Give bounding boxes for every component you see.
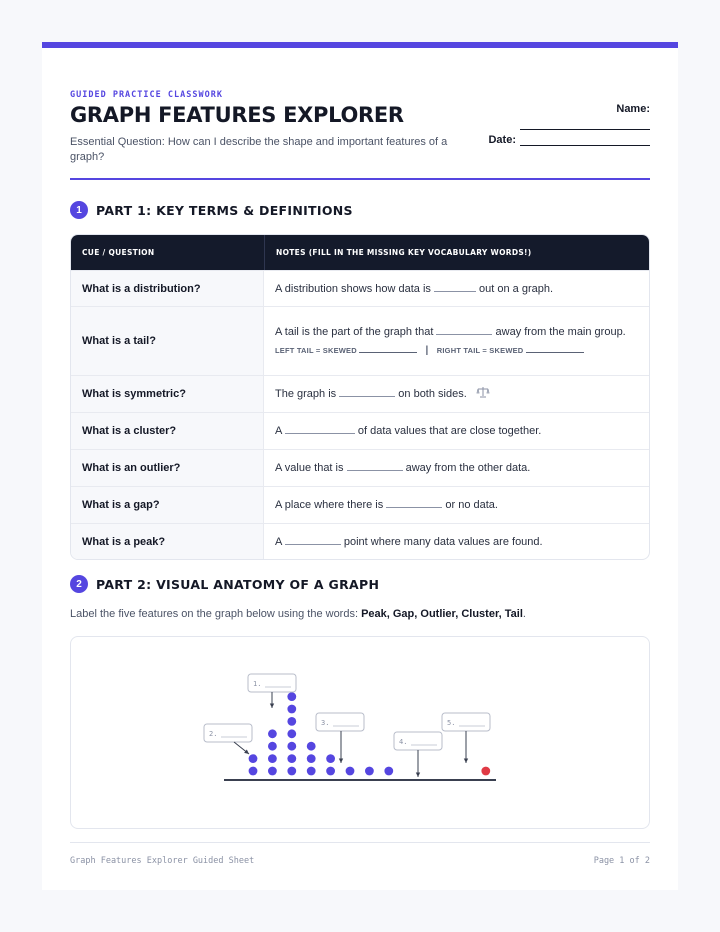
feature-label-box[interactable] bbox=[316, 713, 364, 731]
note-text: on both sides. bbox=[398, 387, 467, 400]
feature-label-number: 5. bbox=[447, 719, 456, 727]
date-line[interactable] bbox=[520, 133, 650, 146]
col-cue-header: CUE / QUESTION bbox=[82, 248, 155, 257]
data-dot bbox=[287, 742, 296, 751]
arrow-head bbox=[339, 758, 343, 763]
left-tail-label: LEFT TAIL = SKEWED bbox=[275, 345, 357, 355]
feature-label-box[interactable] bbox=[442, 713, 490, 731]
outlier-dot bbox=[481, 767, 490, 776]
note-cell bbox=[264, 307, 649, 375]
note-text: point where many data values are found. bbox=[343, 535, 543, 548]
data-dot bbox=[287, 692, 296, 701]
note-text: A value that is bbox=[275, 462, 344, 474]
col-notes-header: NOTES (FILL IN THE MISSING KEY VOCABULARY WORDS!) bbox=[264, 235, 649, 270]
worksheet-kicker: GUIDED PRACTICE CLASSWORK bbox=[70, 90, 223, 100]
cue-cell: What is a cluster? bbox=[71, 413, 264, 449]
tail-separator: | bbox=[425, 344, 429, 356]
dot-plot-panel bbox=[70, 636, 650, 829]
table-header bbox=[71, 235, 649, 270]
blank-line[interactable] bbox=[386, 498, 442, 508]
note-text: The graph is bbox=[275, 387, 337, 400]
footer-page-number: Page 1 of 2 bbox=[593, 856, 650, 866]
essential-question: Essential Question: How can I describe the shape and important features of a graph? bbox=[70, 136, 448, 163]
data-dot bbox=[384, 767, 393, 776]
instruction-text: Label the five features on the graph below using the words: bbox=[70, 608, 362, 620]
cue-cell: What is a gap? bbox=[71, 487, 264, 523]
note-text: or no data. bbox=[445, 499, 498, 511]
part1-heading bbox=[70, 201, 353, 219]
table-row bbox=[71, 270, 649, 306]
date-label: Date: bbox=[488, 134, 516, 146]
data-dot bbox=[287, 767, 296, 776]
right-tail-label: RIGHT TAIL = SKEWED bbox=[436, 345, 524, 355]
data-dot bbox=[249, 754, 258, 763]
blank-line[interactable] bbox=[347, 461, 403, 471]
data-dot bbox=[268, 754, 277, 763]
note-cell bbox=[264, 271, 649, 306]
table-row bbox=[71, 375, 649, 412]
name-label: Name: bbox=[616, 103, 650, 115]
feature-label-number: 4. bbox=[399, 738, 408, 746]
table-row bbox=[71, 486, 649, 523]
footer-title: Graph Features Explorer Guided Sheet bbox=[70, 856, 255, 866]
note-text: away from the main group. bbox=[495, 325, 626, 338]
feature-label-box[interactable] bbox=[394, 732, 442, 750]
key-terms-table bbox=[70, 234, 650, 560]
cue-cell: What is a distribution? bbox=[71, 271, 264, 306]
note-cell bbox=[264, 487, 649, 523]
blank-line[interactable] bbox=[434, 282, 476, 292]
data-dot bbox=[307, 767, 316, 776]
instruction-end: . bbox=[522, 608, 526, 620]
header-divider bbox=[70, 178, 650, 180]
note-text: out on a graph. bbox=[479, 282, 554, 295]
date-field[interactable] bbox=[488, 133, 650, 146]
note-text: A distribution shows how data is bbox=[275, 282, 431, 295]
note-cell bbox=[264, 413, 649, 449]
left-tail-blank[interactable] bbox=[359, 352, 417, 353]
part1-number-badge: 1 bbox=[70, 201, 88, 219]
blank-line[interactable] bbox=[285, 424, 355, 434]
data-dot bbox=[326, 754, 335, 763]
data-dot bbox=[307, 742, 316, 751]
data-dot bbox=[268, 767, 277, 776]
name-field[interactable] bbox=[490, 99, 650, 130]
arrow-head bbox=[416, 772, 420, 777]
note-text: A bbox=[275, 425, 282, 437]
footer-divider bbox=[70, 842, 650, 843]
note-text: A place where there is bbox=[275, 499, 384, 511]
cue-cell: What is a peak? bbox=[71, 524, 264, 559]
table-row bbox=[71, 412, 649, 449]
part2-instruction bbox=[70, 608, 526, 620]
part1-title: PART 1: KEY TERMS & DEFINITIONS bbox=[96, 202, 353, 218]
arrow-head bbox=[270, 703, 274, 708]
right-tail-blank[interactable] bbox=[526, 352, 584, 353]
cue-cell: What is a tail? bbox=[71, 307, 264, 375]
balance-scale-icon bbox=[476, 386, 490, 402]
cue-cell: What is an outlier? bbox=[71, 450, 264, 486]
arrow-head bbox=[464, 758, 468, 763]
data-dot bbox=[268, 729, 277, 738]
instruction-words: Peak, Gap, Outlier, Cluster, Tail bbox=[361, 608, 523, 620]
feature-label-box[interactable] bbox=[204, 724, 252, 742]
data-dot bbox=[287, 729, 296, 738]
note-cell bbox=[264, 376, 649, 412]
data-dot bbox=[346, 767, 355, 776]
part2-heading bbox=[70, 575, 379, 593]
data-dot bbox=[365, 767, 374, 776]
note-cell bbox=[264, 450, 649, 486]
note-text: A bbox=[275, 535, 282, 548]
data-dot bbox=[326, 767, 335, 776]
blank-line[interactable] bbox=[436, 325, 492, 335]
data-dot bbox=[287, 754, 296, 763]
data-dot bbox=[249, 767, 258, 776]
note-text: away from the other data. bbox=[405, 462, 531, 474]
data-dot bbox=[268, 742, 277, 751]
blank-line[interactable] bbox=[339, 387, 395, 397]
name-line[interactable] bbox=[520, 129, 650, 130]
part2-title: PART 2: VISUAL ANATOMY OF A GRAPH bbox=[96, 576, 380, 592]
note-text: A tail is the part of the graph that bbox=[275, 325, 434, 338]
feature-label-number: 2. bbox=[209, 730, 218, 738]
table-row bbox=[71, 306, 649, 375]
part2-number-badge: 2 bbox=[70, 575, 88, 593]
feature-label-number: 3. bbox=[321, 719, 330, 727]
feature-label-number: 1. bbox=[253, 680, 262, 688]
feature-label-box[interactable] bbox=[248, 674, 296, 692]
blank-line[interactable] bbox=[285, 535, 341, 545]
worksheet-page bbox=[42, 42, 678, 890]
tail-types bbox=[275, 344, 638, 358]
cue-cell: What is symmetric? bbox=[71, 376, 264, 412]
page-title: GRAPH FEATURES EXPLORER bbox=[70, 103, 404, 127]
note-text: of data values that are close together. bbox=[357, 425, 542, 437]
note-cell bbox=[264, 524, 649, 559]
data-dot bbox=[307, 754, 316, 763]
data-dot bbox=[287, 705, 296, 714]
table-row bbox=[71, 523, 649, 559]
table-row bbox=[71, 449, 649, 486]
dot-plot bbox=[71, 637, 649, 828]
data-dot bbox=[287, 717, 296, 726]
